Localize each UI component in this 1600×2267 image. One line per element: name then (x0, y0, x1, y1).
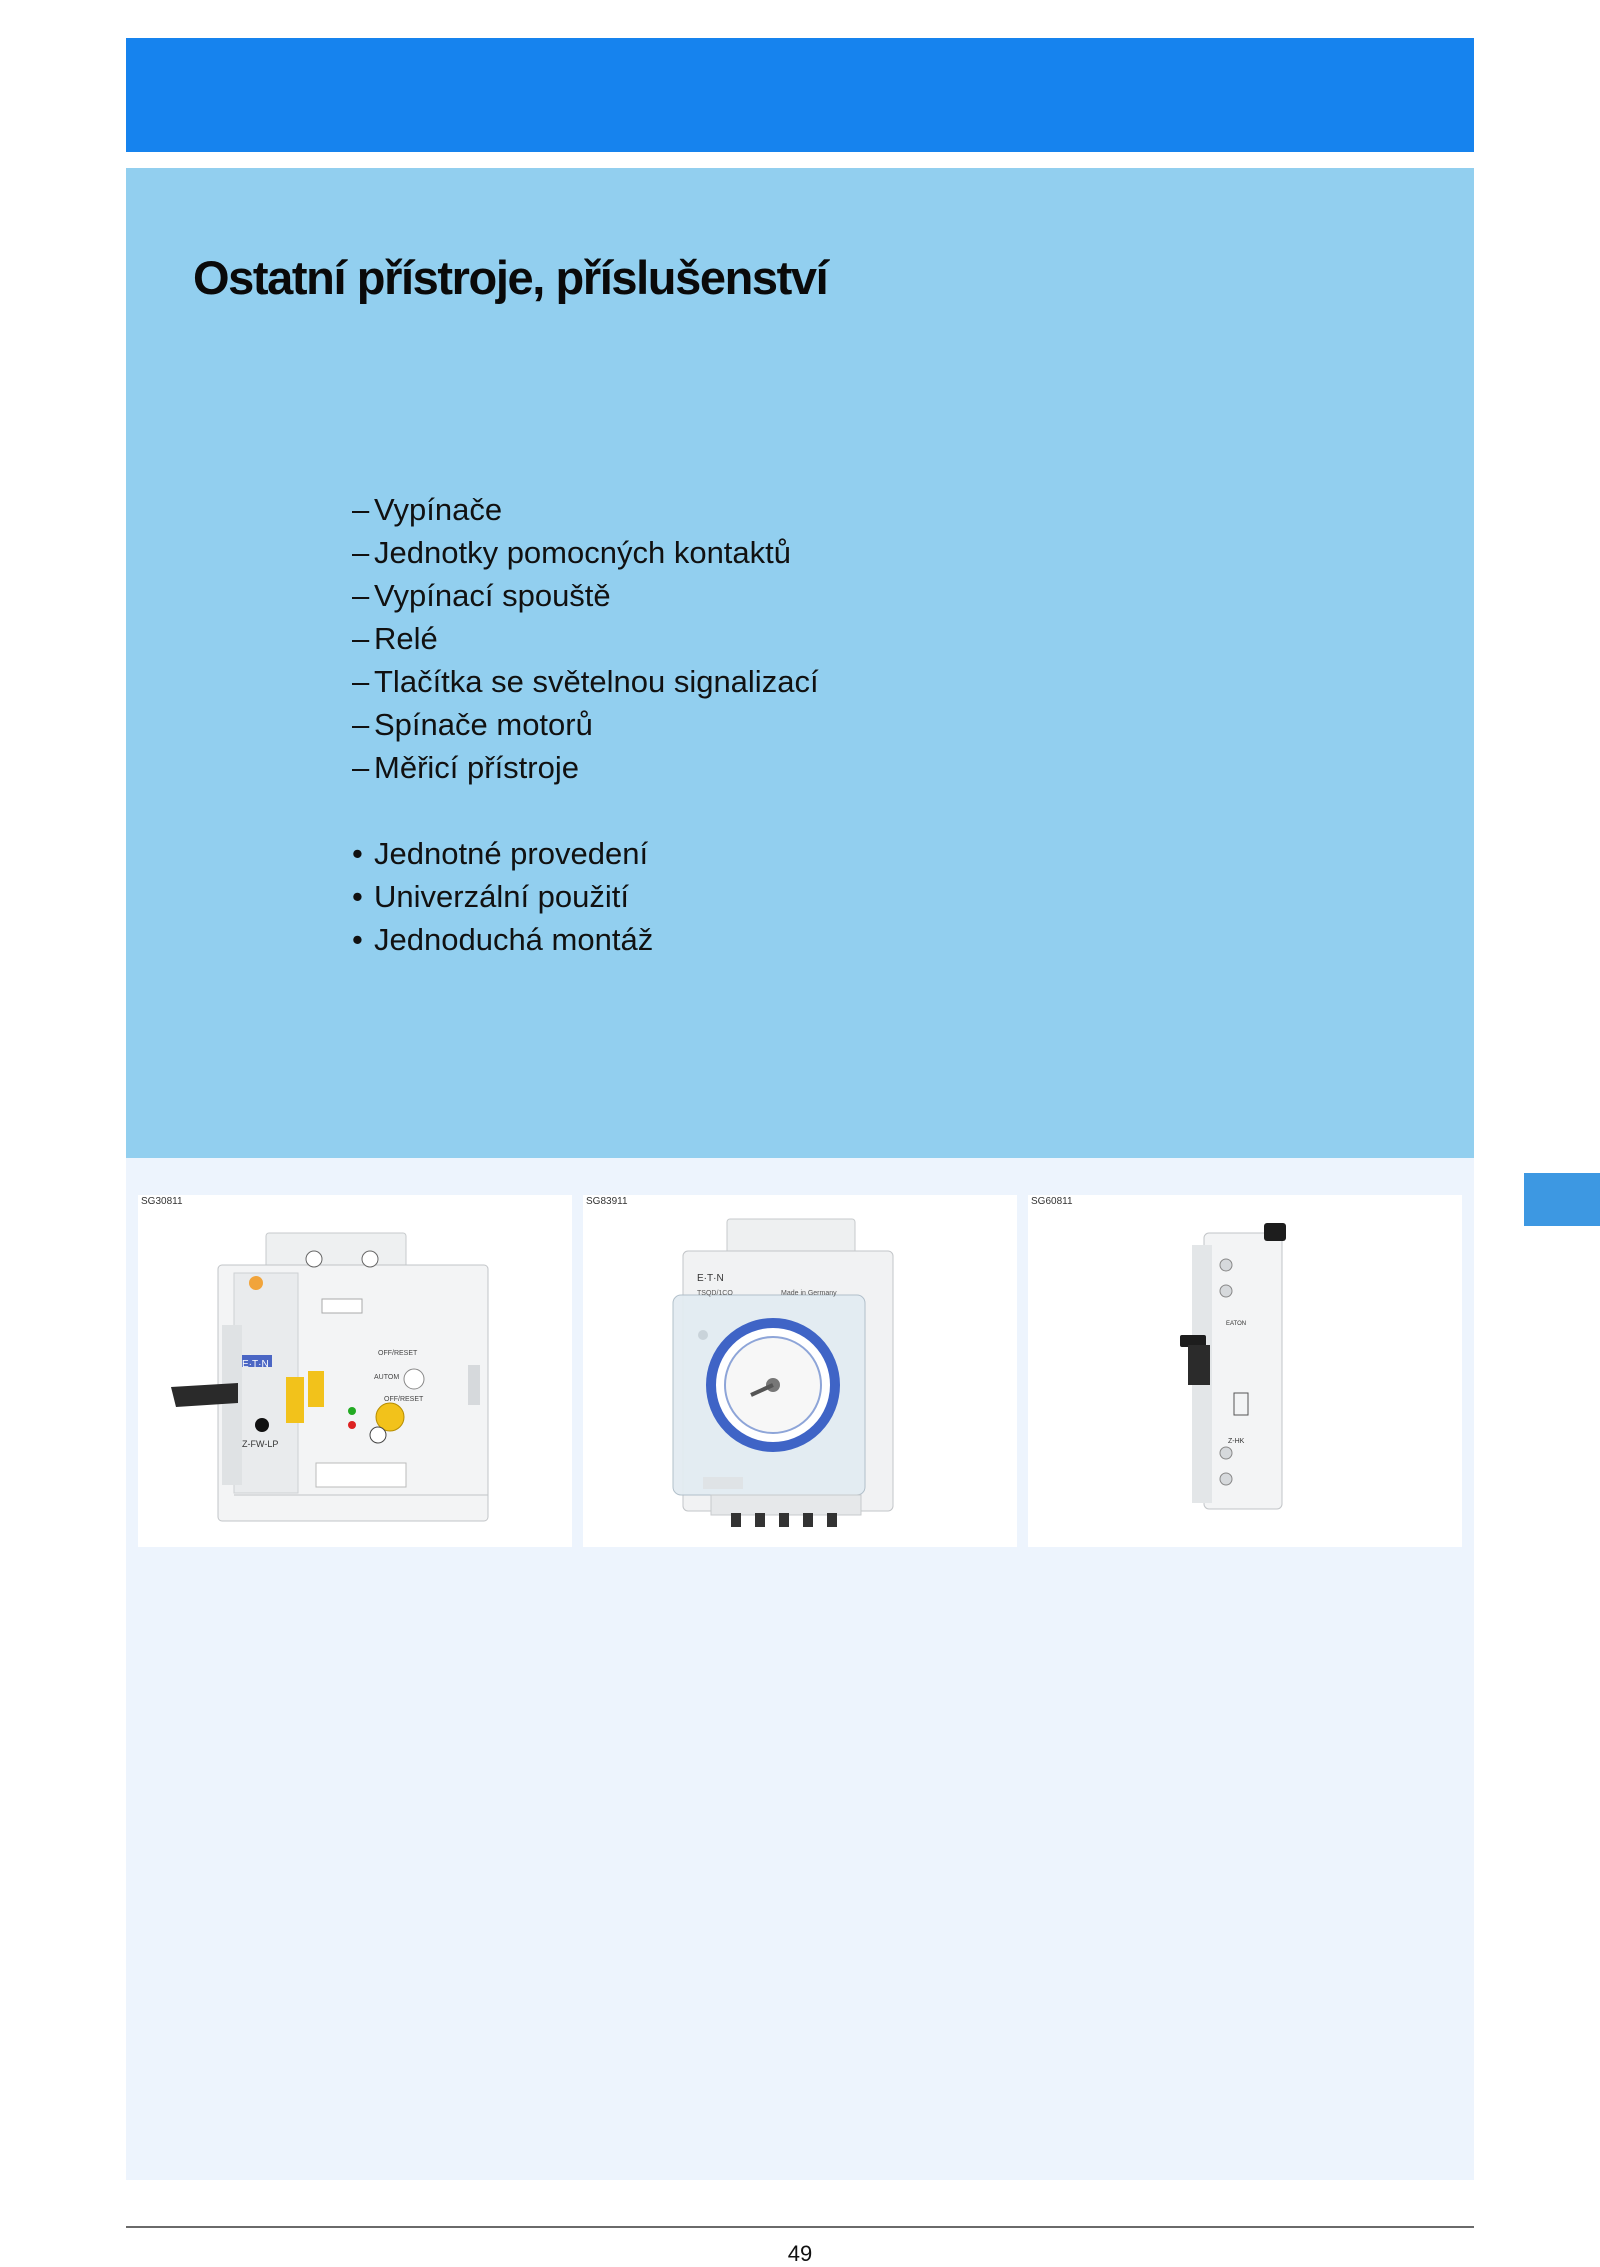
list-item: • Jednoduchá montáž (352, 922, 654, 957)
brand-logo: E·T·N (697, 1273, 724, 1284)
photo-code: SG83911 (586, 1196, 628, 1207)
svg-text:OFF/RESET: OFF/RESET (378, 1350, 418, 1357)
list-item: – Jednotky pomocných kontaktů (352, 535, 792, 570)
list-item: – Spínače motorů (352, 707, 593, 742)
list-item: – Měřicí přístroje (352, 750, 579, 785)
list-item: • Jednotné provedení (352, 836, 649, 871)
feature-list (352, 832, 819, 961)
product-photo-rcd-autoreclose (138, 1195, 572, 1547)
footer-rule (126, 2226, 1474, 2228)
rcd-autoreclose-illustration (138, 1195, 572, 1547)
svg-text:OFF/RESET: OFF/RESET (384, 1396, 424, 1403)
time-switch-illustration (583, 1195, 1017, 1547)
device-list (352, 488, 819, 789)
list-item: – Tlačítka se světelnou signalizací (352, 664, 819, 699)
brand-logo: E·T·N (242, 1359, 269, 1370)
svg-text:Made in Germany: Made in Germany (781, 1290, 837, 1297)
svg-text:TSQD/1CO: TSQD/1CO (697, 1290, 733, 1297)
photo-code: SG60811 (1031, 1196, 1073, 1207)
list-item: – Relé (352, 621, 438, 656)
list-item: – Vypínací spouště (352, 578, 611, 613)
svg-text:Z-HK: Z-HK (1228, 1438, 1245, 1445)
page-number: 49 (787, 2241, 813, 2266)
list-item: – Vypínače (352, 492, 503, 527)
photo-code: SG30811 (141, 1196, 183, 1207)
product-photo-time-switch (583, 1195, 1017, 1547)
aux-contact-illustration (1028, 1195, 1462, 1547)
svg-text:Z-FW-LP: Z-FW-LP (242, 1439, 279, 1449)
brand-logo: EATON (1226, 1321, 1247, 1327)
header-bar (126, 38, 1474, 152)
feature-lists (352, 488, 819, 961)
hero-panel (126, 168, 1474, 1158)
list-item: • Univerzální použití (352, 879, 630, 914)
product-photo-aux-contact (1028, 1195, 1462, 1547)
page-title: Ostatní přístroje, příslušenství (193, 251, 828, 304)
section-tab (1524, 1173, 1600, 1226)
svg-text:AUTOM: AUTOM (374, 1374, 400, 1381)
